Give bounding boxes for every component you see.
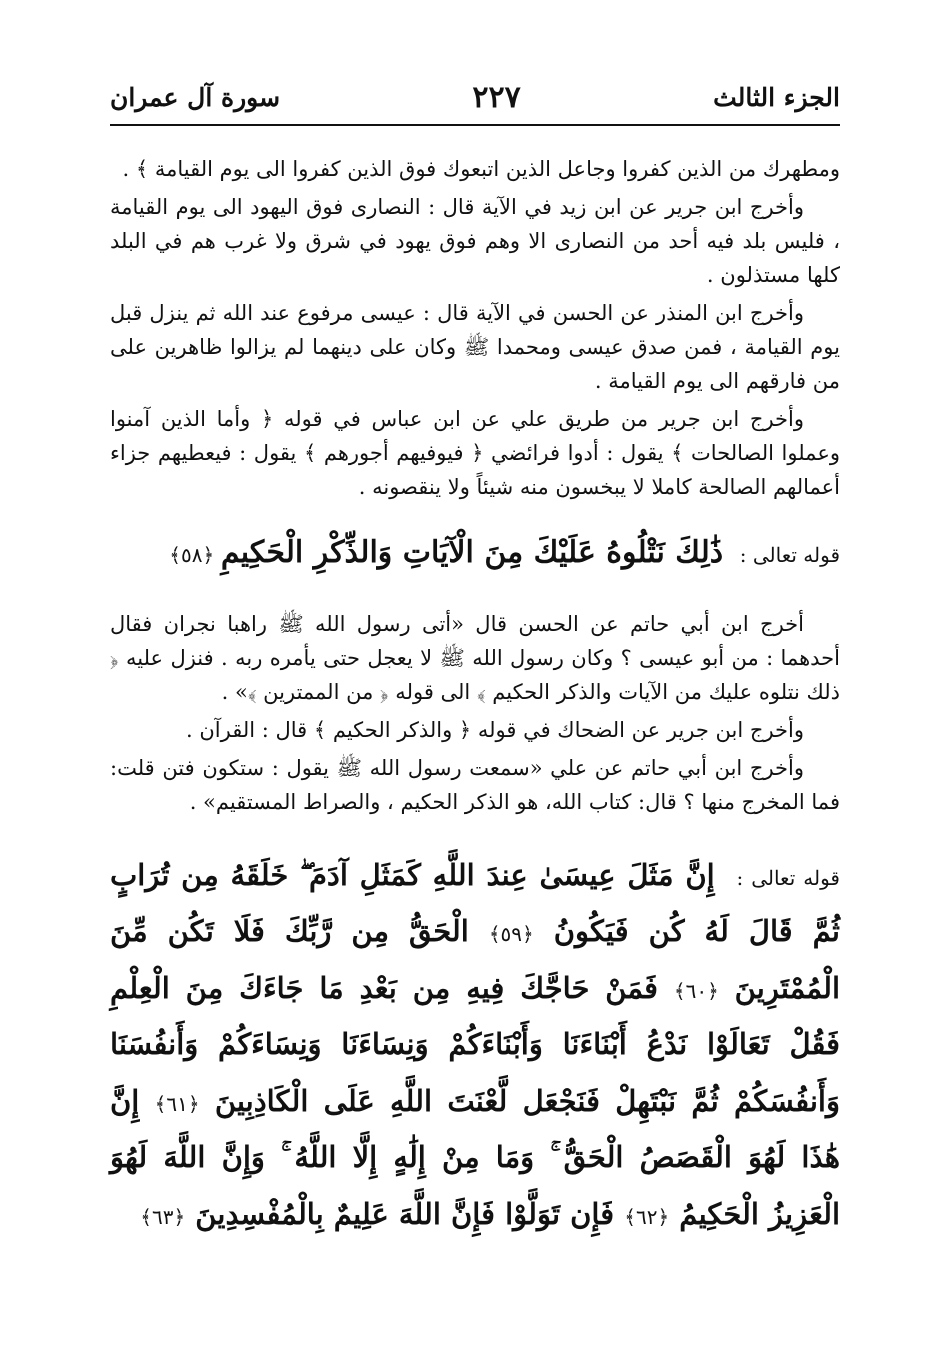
paragraph: وأخرج ابن جرير عن ابن زيد في الآية قال : النصارى فوق اليهود الى يوم القيامة ، فليس بلد فيه أحد من النصارى الا وهم فوق يهود في شرق ولا غرب هم في البلد كلها مستذلون .	[110, 195, 840, 288]
paragraph: وأخرج ابن أبي حاتم عن علي «سمعت رسول الله ﷺ يقول : ستكون فتن قلت: فما المخرج منها ؟ قال: كتاب الله، هو الذكر الحكيم ، والصراط المستقيم» .	[110, 755, 840, 814]
ayah-number-mark: ﴿٥٩﴾	[488, 922, 534, 947]
quran-verse-text: ذَٰلِكَ نَتْلُوهُ عَلَيْكَ مِنَ الْآيَاتِ وَالذِّكْرِ الْحَكِيمِ	[220, 535, 724, 571]
quran-verse-text: الْحَقُّ مِن رَّبِّكَ فَلَا تَكُن مِّنَ الْمُمْتَرِينَ	[110, 914, 840, 1005]
quran-verse-text: إِنَّ هَٰذَا لَهُوَ الْقَصَصُ الْحَقُّ ۚ وَمَا مِنْ إِلَٰهٍ إِلَّا اللَّهُ ۚ وَإِنَّ اللَّهَ لَهُوَ الْعَزِيزُ الْحَكِيمُ	[110, 1083, 840, 1232]
paragraph: وأخرج ابن جرير عن الضحاك في قوله ﴿ والذكر الحكيم ﴾ قال : القرآن .	[186, 717, 804, 742]
ayah-number-mark: ﴿٦٣﴾	[140, 1205, 186, 1230]
quran-verse-text: فَمَنْ حَاجَّكَ فِيهِ مِن بَعْدِ مَا جَاءَكَ مِنَ الْعِلْمِ فَقُلْ تَعَالَوْا نَدْعُ أَبْنَاءَنَا وَأَبْنَاءَكُمْ وَنِسَاءَنَا وَنِسَاءَكُمْ وَأَنفُسَنَا وَأَنفُسَكُمْ ثُمَّ نَبْتَهِلْ فَنَجْعَل لَّعْنَتَ اللَّهِ عَلَى الْكَاذِبِينَ	[110, 970, 840, 1118]
page-body	[110, 152, 840, 1243]
juz-title: الجزء الثالث	[713, 82, 840, 112]
verse-label: قوله تعالى :	[739, 543, 840, 568]
ayah-number-mark: ﴿٥٨﴾	[169, 543, 215, 568]
paragraph: وأخرج ابن المنذر عن الحسن في الآية قال : عيسى مرفوع عند الله ثم ينزل قبل يوم القيامة ، فمن صدق عيسى ومحمدا ﷺ وكان على دينهما لم يزالوا ظاهرين على من فارقهم الى يوم القيامة .	[110, 301, 840, 394]
paragraph: وأخرج ابن جرير من طريق علي عن ابن عباس في قوله ﴿ وأما الذين آمنوا وعملوا الصالحات ﴾ يقول : أدوا فرائضي ﴿ فيوفيهم أجورهم ﴾ يقول : فيعطيهم جزاء أعمالهم الصالحة كاملا لا يبخسون منه شيئاً ولا ينقصونه .	[110, 407, 840, 500]
surah-title: سورة آل عمران	[110, 82, 281, 112]
header-rule	[110, 124, 840, 126]
paragraph-continuation: ومطهرك من الذين كفروا وجاعل الذين اتبعوك فوق الذين كفروا الى يوم القيامة ﴾ .	[122, 157, 840, 181]
ayah-number-mark: ﴿٦٠﴾	[673, 978, 719, 1003]
paragraph: أخرج ابن أبي حاتم عن الحسن قال «أتى رسول الله ﷺ راهبا نجران فقال أحدهما : من أبو عيسى ؟ وكان رسول الله ﷺ لا يعجل حتى يأمره ربه . فنزل عليه ﴿ ذلك نتلوه عليك من الآيات والذكر الحكيم ﴾ الى قوله ﴿ من الممترين ﴾» .	[110, 611, 840, 704]
page-header	[110, 72, 840, 122]
verse-heading-59-63	[110, 847, 840, 1243]
page-number: ٢٢٧	[472, 79, 521, 115]
verse-heading-58	[110, 530, 840, 577]
ayah-number-mark: ﴿٦٢﴾	[624, 1205, 670, 1230]
quran-verse-text: فَإِن تَوَلَّوْا فَإِنَّ اللَّهَ عَلِيمٌ بِالْمُفْسِدِينَ	[195, 1197, 615, 1232]
quran-verse-text: إِنَّ مَثَلَ عِيسَىٰ عِندَ اللَّهِ كَمَثَلِ آدَمَ ۖ خَلَقَهُ مِن تُرَابٍ ثُمَّ قَالَ لَهُ كُن فَيَكُونُ	[110, 857, 841, 949]
verse-label: قوله تعالى :	[736, 865, 840, 890]
ayah-number-mark: ﴿٦١﴾	[154, 1091, 200, 1116]
